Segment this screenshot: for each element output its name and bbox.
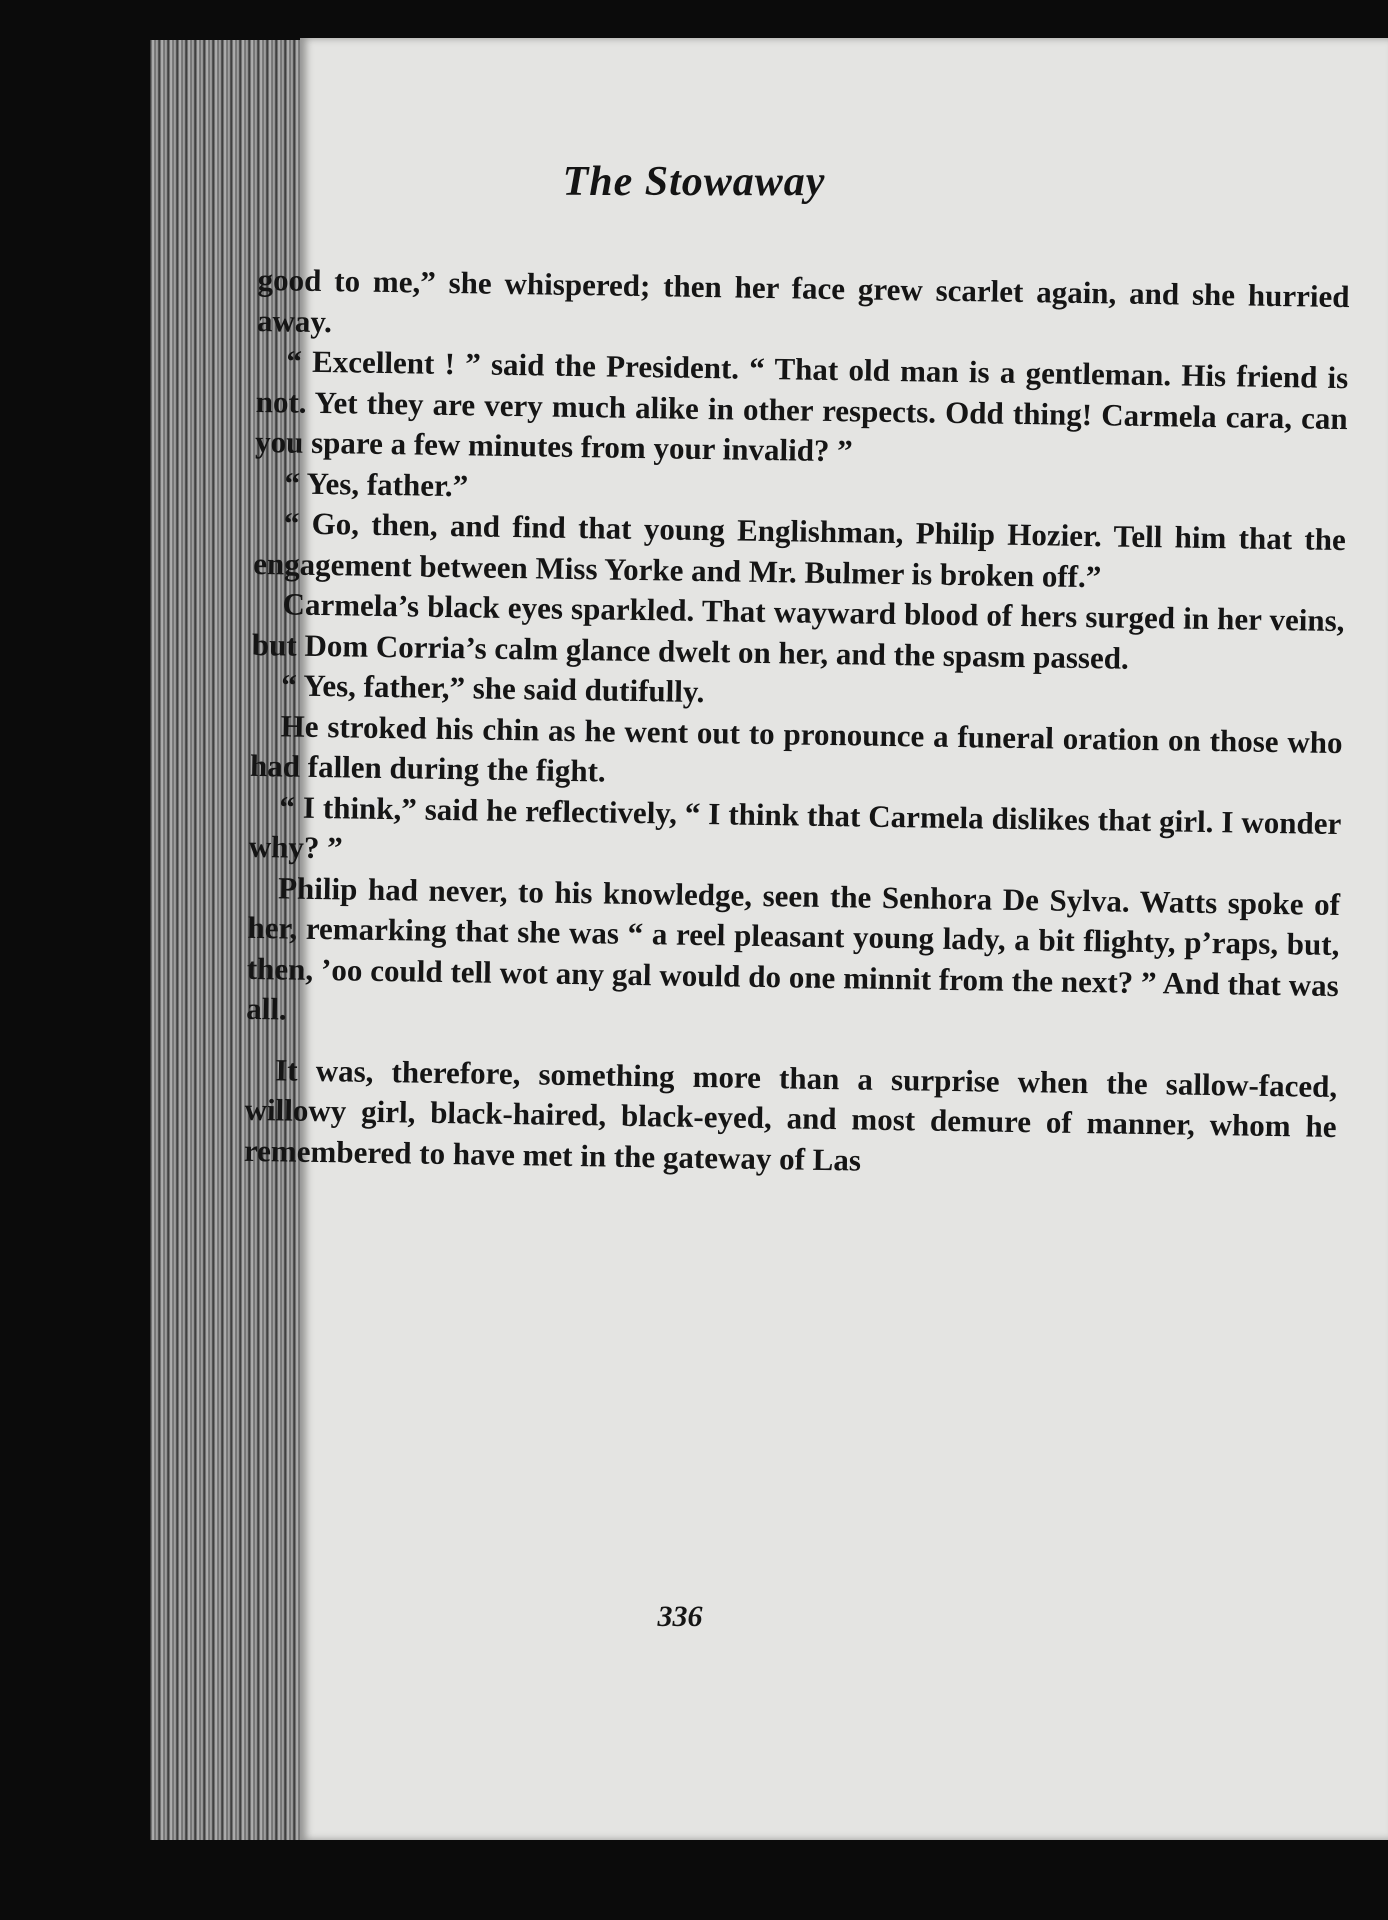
paragraph: “ Yes, father,” she said dutifully. — [281, 667, 705, 710]
paragraph: He stroked his chin as he went out to pronounce a funeral oration on those who had fallen during the fight. — [249, 707, 1343, 789]
paragraph: It was, therefore, something more than a surprise when the sallow-faced, willowy girl, black-haired, black-eyed, and most demure of manner, whom he remembered to have met in the gateway of Las — [243, 1051, 1338, 1178]
paragraph: “ Yes, father.” — [284, 464, 469, 503]
paragraph: Carmela’s black eyes sparkled. That wayward blood of hers surged in her veins, but Dom Corria’s calm glance dwelt on her, and the spasm passed. — [251, 586, 1345, 676]
running-head: The Stowaway — [562, 159, 826, 205]
paragraph: “ Go, then, and find that young Englishman, Philip Hozier. Tell him that the engagement between Miss Yorke and Mr. Bulmer is broken off.” — [252, 505, 1347, 594]
paragraph: good to me,” she whispered; then her face grew scarlet again, and she hurried away. — [256, 261, 1350, 339]
page-number: 336 — [657, 1600, 703, 1633]
paragraph: “ Excellent ! ” said the President. “ That old man is a gentleman. His friend is not. Yet they are very much alike in other respects. Odd thing! Carmela cara, can you spare a few minutes from your invalid? ” — [254, 343, 1349, 469]
paragraph: “ I think,” said he reflectively, “ I think that Carmela dislikes that girl. I wonder why? ” — [248, 788, 1342, 866]
paragraph: Philip had never, to his knowledge, seen the Senhora De Sylva. Watts spoke of her, remarking that she was “ a reel pleasant young lady, a bit flighty, p’raps, but, then, ’oo could tell wot any gal would do one minnit from the next? ” And that was all. — [245, 869, 1341, 1027]
body-text — [244, 260, 1350, 1188]
